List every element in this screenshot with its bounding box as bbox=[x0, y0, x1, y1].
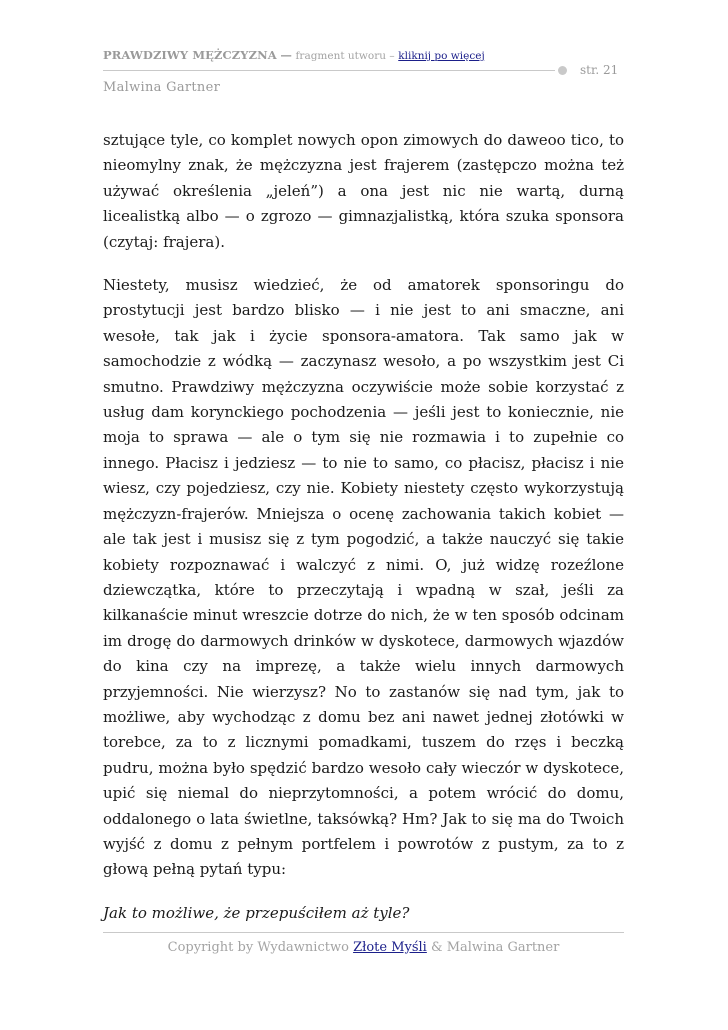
bullet-icon bbox=[558, 66, 567, 75]
copyright-suffix: & Malwina Gartner bbox=[431, 940, 560, 955]
page-content bbox=[103, 128, 624, 926]
fragment-label: fragment utworu – bbox=[295, 50, 395, 62]
publisher-link[interactable]: Złote Myśli bbox=[353, 940, 427, 955]
header-divider bbox=[103, 70, 555, 71]
page-header bbox=[103, 48, 623, 63]
header-title-line bbox=[103, 48, 623, 63]
footer-divider bbox=[103, 932, 624, 933]
title-dash: — bbox=[280, 48, 292, 62]
book-title: PRAWDZIWY MĘŻCZYZNA bbox=[103, 48, 277, 62]
paragraph: sztujące tyle, co komplet nowych opon zimowych do daweoo tico, to nieomylny znak, że mężczyzna jest frajerem (zastępczo można też używać określenia „jeleń”) a ona jest nic nie wartą, durną licealistką albo — o zgrozo — gimnazjalistką, która szuka sponsora (czytaj: frajera). bbox=[103, 131, 624, 251]
italic-question: Jak to możliwe, że przepuściłem aż tyle? bbox=[103, 903, 410, 922]
copyright-prefix: Copyright by Wydawnictwo bbox=[167, 940, 349, 955]
paragraph: Niestety, musisz wiedzieć, że od amatorek sponsoringu do prostytucji jest bardzo blisko — i nie jest to ani smaczne, ani wesołe, tak jak i życie sponsora-amatora. Tak samo jak w samochodzie z wódką — zaczynasz wesoło, a po wszystkim jest Ci smutno. Prawdziwy mężczyzna oczywiście może sobie korzystać z usług dam korynckiego pochodzenia — jeśli jest to koniecznie, nie moja to sprawa — ale o tym się nie rozmawia i to zupełnie co innego. Płacisz i jedziesz — to nie to samo, co płacisz, płacisz i nie wiesz, czy pojedziesz, czy nie. Kobiety niestety często wykorzystują mężczyzn-frajerów. Mniejsza o ocenę zachowania takich kobiet — ale tak jest i musisz się z tym pogodzić, a także nauczyć się takie kobiety rozpoznawać i walczyć z nimi. O, już widzę rozeźlone dziewczątka, które to przeczytają i wpadną w szał, jeśli za kilkanaście minut wreszcie dotrze do nich, że w ten sposób odcinam im drogę do darmowych drinków w dyskotece, darmowych wjazdów do kina czy na imprezę, a także wielu innych darmowych przyjemności. Nie wierzysz? No to zastanów się nad tym, jak to możliwe, aby wychodząc z domu bez ani nawet jednej złotówki w torebce, za to z licznymi pomadkami, tuszem do rzęs i beczką pudru, można było spędzić bardzo wesoło cały wieczór w dyskotece, upić się niemal do nieprzytomności, a potem wrócić do domu, oddalonego o lata świetlne, taksówką? Hm? Jak to się ma do Twoich wyjść z domu z pełnym portfelem i powrotów z pustym, za to z głową pełną pytań typu: bbox=[103, 276, 624, 879]
page-footer bbox=[103, 940, 624, 955]
page-number: str. 21 bbox=[580, 63, 619, 77]
author-name: Malwina Gartner bbox=[103, 80, 221, 95]
more-link[interactable]: kliknij po więcej bbox=[398, 50, 485, 62]
